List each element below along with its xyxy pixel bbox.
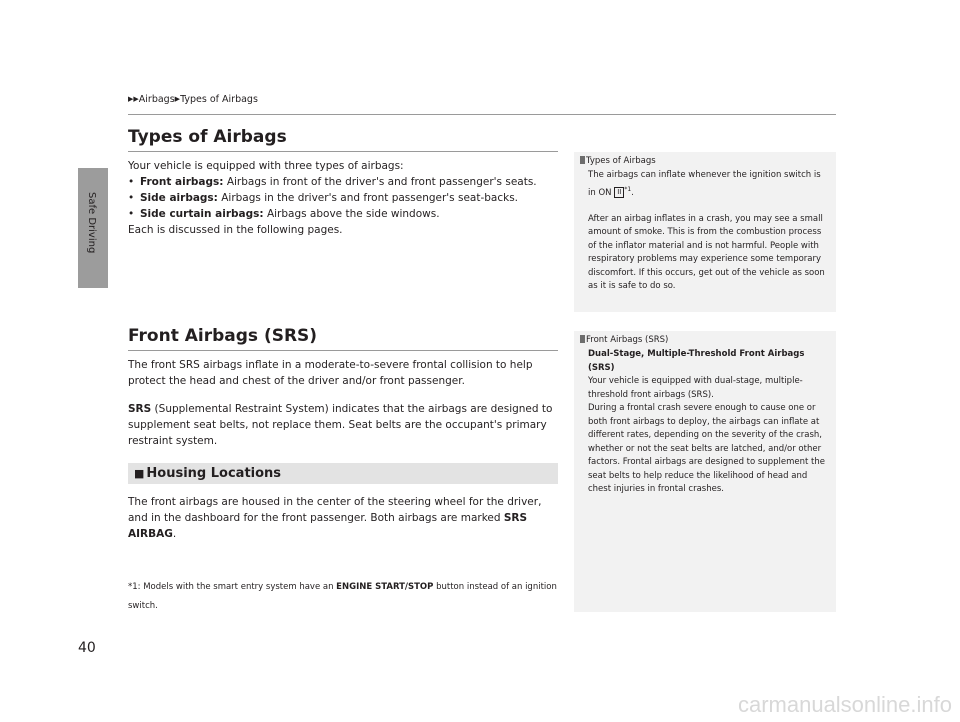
footnote-text: *1: Models with the smart entry system have an	[128, 582, 337, 592]
footnote-term: ENGINE START/STOP	[336, 582, 434, 592]
breadcrumb-arrow-icon: ▶▶	[128, 95, 139, 103]
subheading-text: Housing Locations	[146, 466, 282, 481]
ignition-key-icon: II	[614, 187, 624, 198]
note-title	[574, 331, 836, 345]
watermark: carmanualsonline.info	[737, 692, 952, 717]
note-body	[574, 166, 836, 294]
note-title-text: Types of Airbags	[586, 156, 656, 166]
bullet-item	[128, 174, 558, 190]
note-box-front-airbags	[574, 331, 836, 612]
note-text: The airbags can inflate whenever the ignition switch is in ON	[588, 170, 821, 198]
breadcrumb	[128, 94, 258, 105]
section-title: Front Airbags (SRS)	[128, 326, 558, 351]
note-paragraph: After an airbag inflates in a crash, you may see a small amount of smoke. This is from the combustion process of the inflator material and is not harmful. People with respiratory problems may experience some temporary discomfort. If this occurs, get out of the vehicle as soon as it is safe to do so.	[588, 213, 825, 292]
breadcrumb-item-types[interactable]: Types of Airbags	[180, 94, 258, 105]
subheading-housing-locations	[128, 463, 558, 484]
note-paragraph: Your vehicle is equipped with dual-stage, multiple-threshold front airbags (SRS).	[588, 376, 803, 400]
intro-text: Your vehicle is equipped with three types of airbags:	[128, 160, 404, 172]
page-number: 40	[78, 640, 96, 656]
side-section-label: Safe Driving	[86, 192, 97, 254]
note-paragraph	[588, 169, 828, 200]
section-front-airbags	[128, 326, 558, 542]
paragraph-text: (Supplemental Restraint System) indicates that the airbags are designed to supplement seat belts, not replace them. Seat belts are the occupant's primary restraint system.	[128, 403, 553, 447]
outro-text: Each is discussed in the following pages.	[128, 224, 343, 236]
section-title: Types of Airbags	[128, 127, 558, 152]
footnote	[128, 578, 558, 616]
bullet-term: Side airbags:	[140, 192, 218, 204]
note-flag-icon	[580, 156, 585, 164]
header-divider	[128, 114, 836, 115]
footnote-ref: *1	[624, 185, 632, 193]
note-flag-icon	[580, 335, 585, 343]
section-body	[128, 158, 558, 238]
bullet-term: Side curtain airbags:	[140, 208, 264, 220]
bullet-text: Airbags in front of the driver's and front passenger's seats.	[223, 176, 537, 188]
square-bullet-icon: ■	[134, 467, 145, 480]
term-srs-airbag: SRS AIRBAG	[128, 512, 528, 540]
bullet-item	[128, 206, 558, 222]
paragraph: The front SRS airbags inflate in a moderate-to-severe frontal collision to help protect the head and chest of the driver and/or front passenger.	[128, 359, 533, 387]
footnote-text: button instead of an ignition switch.	[128, 582, 557, 611]
section-types-of-airbags	[128, 127, 558, 238]
note-title	[574, 152, 836, 166]
term-srs: SRS	[128, 403, 152, 415]
breadcrumb-item-airbags[interactable]: Airbags	[138, 94, 175, 105]
paragraph-text: .	[172, 528, 177, 540]
note-paragraph: During a frontal crash severe enough to cause one or both front airbags to deploy, the airbags can inflate at different rates, depending on the severity of the crash, whether or not the seat belts are latched, and/or other factors. Frontal airbags are designed to supplement the seat belts to help reduce the likelihood of head and chest injuries in frontal crashes.	[588, 403, 825, 494]
paragraph	[128, 494, 558, 542]
paragraph-text: The front airbags are housed in the center of the steering wheel for the driver, and in the dashboard for the front passenger. Both airbags are marked	[128, 496, 542, 524]
note-heading: Dual-Stage, Multiple-Threshold Front Airbags (SRS)	[588, 349, 805, 373]
bullet-text: Airbags in the driver's and front passenger's seat-backs.	[217, 192, 519, 204]
bullet-text: Airbags above the side windows.	[263, 208, 440, 220]
note-box-types-of-airbags	[574, 152, 836, 312]
note-title-text: Front Airbags (SRS)	[586, 335, 669, 345]
breadcrumb-arrow-icon: ▶	[174, 95, 181, 103]
paragraph	[128, 401, 558, 449]
section-body	[128, 357, 558, 449]
note-body	[574, 345, 836, 497]
note-text: .	[631, 187, 634, 198]
bullet-term: Front airbags:	[140, 176, 224, 188]
section-body	[128, 494, 558, 542]
bullet-item	[128, 190, 558, 206]
